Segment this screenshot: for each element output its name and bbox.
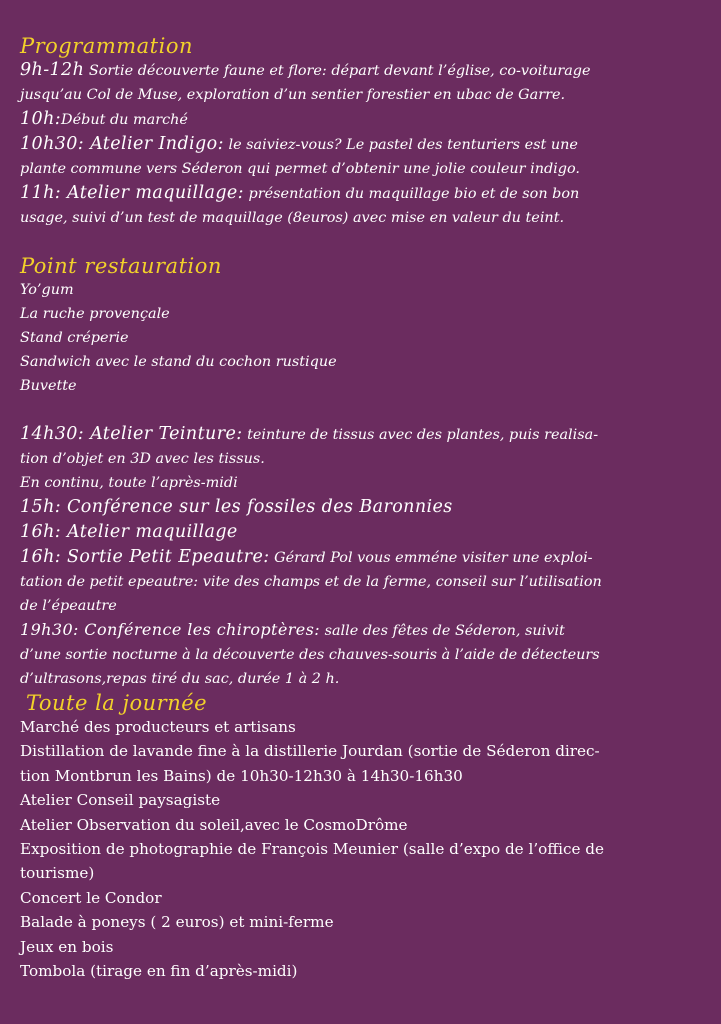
list-item: Sandwich avec le stand du cochon rustique [20, 354, 337, 370]
item-time: 11h: Atelier maquillage: [20, 183, 244, 203]
item-15h [20, 495, 710, 520]
list-item: tourisme) [20, 864, 95, 883]
list-item: Distillation de lavande fine à la distillerie Jourdan (sortie de Séderon direc- [20, 742, 600, 761]
restauration-list [20, 278, 710, 398]
item-11h [20, 181, 710, 206]
spacer [20, 230, 710, 254]
list-item: Atelier Observation du soleil,avec le CosmoDrôme [20, 815, 408, 834]
item-text: Sortie découverte faune et flore: départ devant l’église, co-voiturage [84, 63, 591, 79]
item-time: 9h-12h [20, 60, 85, 80]
item-text: Début du marché [61, 112, 188, 128]
item-text: usage, suivi d’un test de maquillage (8euros) avec mise en valeur du teint. [20, 210, 565, 226]
item-text: teinture de tissus avec des plantes, puis realisa- [242, 427, 599, 443]
list-item: Buvette [20, 378, 77, 394]
item-text: plante commune vers Séderon qui permet d’obtenir une jolie couleur indigo. [20, 161, 580, 177]
item-text: de l’épeautre [20, 598, 117, 614]
item-14h30 [20, 422, 710, 447]
item-time: 15h: Conférence sur les fossiles des Baronnies [20, 497, 453, 517]
item-time: 16h: Atelier maquillage [20, 522, 238, 542]
item-9h [20, 58, 710, 83]
item-16h-maquillage [20, 520, 710, 545]
item-text: le saiviez-vous? Le pastel des tenturiers est une [223, 137, 578, 153]
list-item: Concert le Condor [20, 888, 162, 907]
item-text: présentation du maquillage bio et de son bon [243, 186, 580, 202]
item-16h-epeautre [20, 545, 710, 570]
item-text: jusqu’au Col de Muse, exploration d’un sentier forestier en ubac de Garre. [20, 87, 566, 103]
item-text: En continu, toute l’après-midi [20, 475, 238, 491]
item-text: d’ultrasons,repas tiré du sac, durée 1 à 2 h. [20, 671, 340, 687]
list-item: Stand créperie [20, 330, 129, 346]
afternoon-section [20, 422, 710, 691]
item-text: Gérard Pol vous emméne visiter une exploi- [269, 550, 593, 566]
programmation-heading: Programmation [20, 34, 193, 58]
journee-list [20, 715, 710, 983]
list-item: Tombola (tirage en fin d’après-midi) [20, 962, 298, 981]
programmation-section [20, 58, 710, 230]
list-item: Exposition de photographie de François Meunier (salle d’expo de l’office de [20, 840, 605, 859]
item-time: 19h30: Conférence les chiroptères: [20, 620, 321, 639]
item-10h [20, 107, 710, 132]
item-time: 16h: Sortie Petit Epeautre: [20, 547, 270, 567]
item-10h30 [20, 132, 710, 157]
list-item: Jeux en bois [20, 937, 114, 956]
spacer [20, 398, 710, 422]
program-page [20, 34, 710, 983]
item-19h30 [20, 618, 710, 643]
item-text: d’une sortie nocturne à la découverte des chauves-souris à l’aide de détecteurs [20, 647, 600, 663]
item-time: 10h: [20, 109, 62, 129]
list-item: Yo’gum [20, 282, 74, 298]
item-time: 10h30: Atelier Indigo: [20, 134, 224, 154]
item-text: salle des fêtes de Séderon, suivit [320, 623, 565, 639]
item-text: tation de petit epeautre: vite des champs et de la ferme, conseil sur l’utilisation [20, 574, 602, 590]
journee-heading: Toute la journée [26, 691, 208, 715]
item-text: tion d’objet en 3D avec les tissus. [20, 451, 265, 467]
list-item: tion Montbrun les Bains) de 10h30-12h30 à 14h30-16h30 [20, 766, 463, 785]
list-item: Atelier Conseil paysagiste [20, 791, 221, 810]
list-item: Marché des producteurs et artisans [20, 718, 296, 736]
restauration-heading: Point restauration [20, 254, 222, 278]
list-item: La ruche provençale [20, 306, 170, 322]
list-item: Balade à poneys ( 2 euros) et mini-ferme [20, 913, 334, 932]
item-time: 14h30: Atelier Teinture: [20, 424, 243, 444]
